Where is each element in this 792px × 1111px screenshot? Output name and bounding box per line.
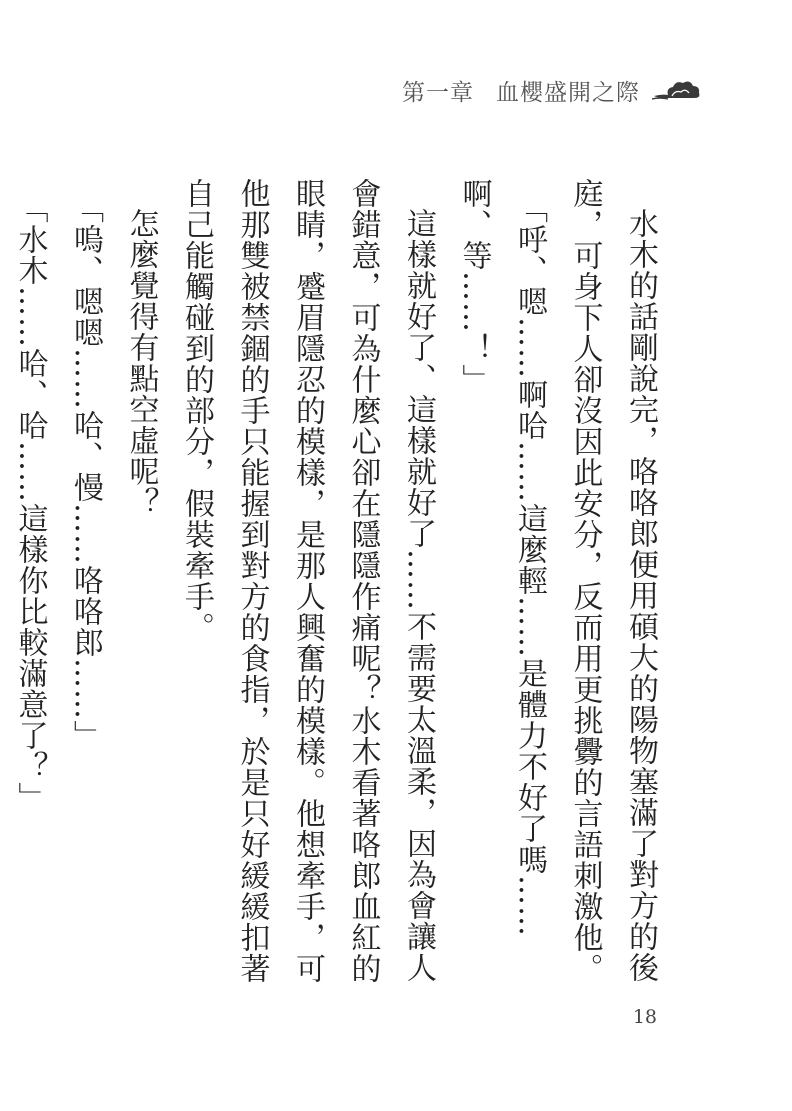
dialogue-line: 「嗚、嗯嗯……哈、慢……咯咯郎……」 [68,193,103,751]
chapter-title: 血櫻盛開之際 [496,79,640,106]
paragraph: 水木的話剛說完，咯咯郎便用碩大的陽物塞滿了對方的後庭，可身下人卻沒因此安分，反而用更挑釁的言語刺激他。 [567,178,658,984]
dialogue-line: 「水木……哈、哈……這樣你比較滿意了？」 [12,193,48,813]
paragraph [0,178,2,998]
dialogue-line: 「呼、嗯……啊哈……這麼輕……是體力不好了嗎……啊、等……！」 [456,178,547,937]
paragraph: 怎麼覺得有點空虛呢？ [123,208,159,518]
page-number: 18 [632,1006,657,1028]
chapter-heading [402,74,640,107]
paragraph: 這樣就好了、這樣就好了……不需要太溫柔，因為會讓人會錯意，可為什麼心卻在隱隱作痛呢？水木看著咯郎血紅的眼睛，蹙眉隱忍的模樣，是那人興奮的模樣。他想牽手，可他那雙被禁錮的手只能握到對方的食指，於是只好緩緩扣著自己能觸碰到的部分，假裝牽手。 [179,178,436,984]
cloud-icon [652,76,702,104]
running-header [402,70,702,110]
chapter-number: 第一章 [402,79,474,106]
body-text [0,178,668,998]
